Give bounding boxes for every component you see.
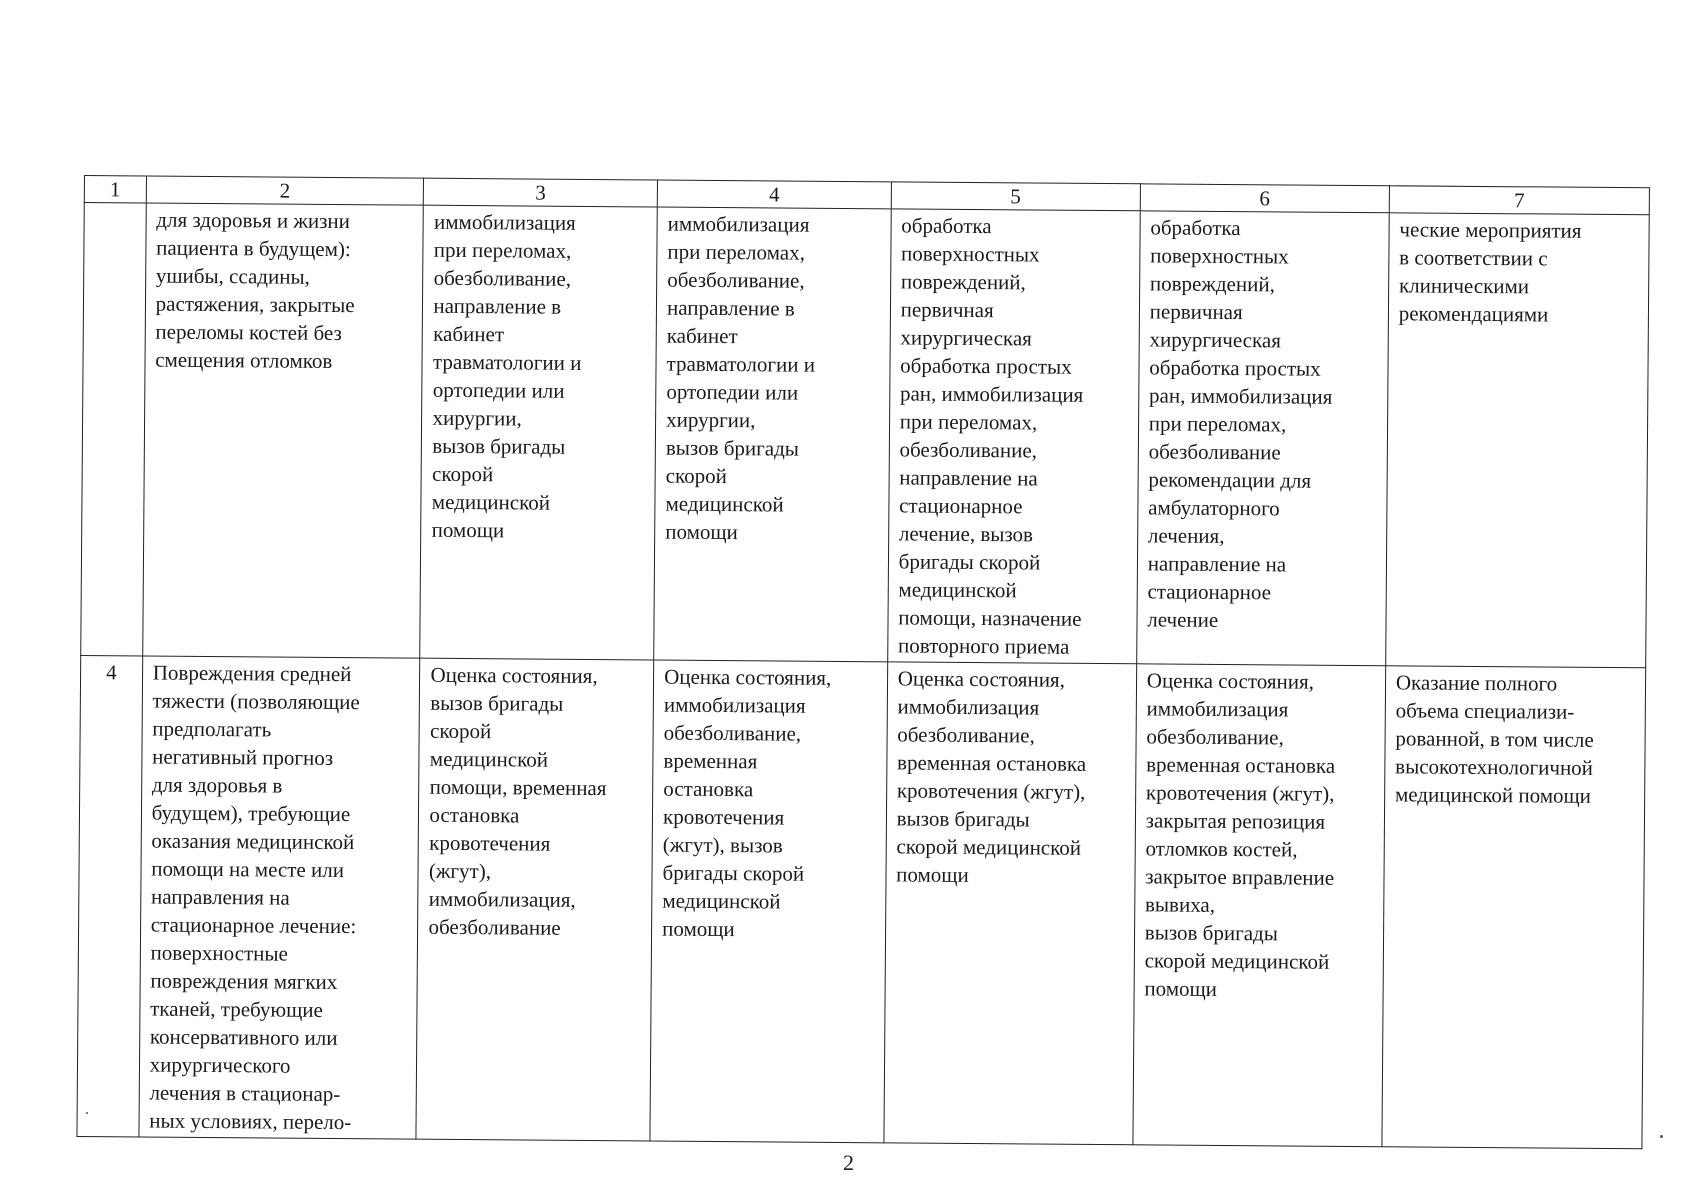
table-row xyxy=(81,203,1650,668)
page-number: 2 xyxy=(843,1150,854,1175)
column-number: 7 xyxy=(1389,186,1649,215)
column-number: 5 xyxy=(891,182,1140,211)
table-cell: иммобилизация при переломах, обезболивание, направление в кабинет травматологии и ортопедии или хирургии, вызов бригады скорой медицинской помощи xyxy=(420,205,657,660)
row-number-cell: 4 xyxy=(77,655,142,1136)
table-cell: Оценка состояния, иммобилизация обезболивание, временная остановка кровотечения (жгут), вызов бригады скорой медицинской помощи xyxy=(884,662,1137,1145)
table-cell: Оценка состояния, вызов бригады скорой медицинской помощи, временная остановка кровотечения (жгут), иммобилизация, обезболивание xyxy=(416,658,653,1141)
table-cell: обработка поверхностных повреждений, первичная хирургическая обработка простых ран, иммобилизация при переломах, обезболивание рекомендации для амбулаторного лечения, направление на стационарное лечение xyxy=(1136,211,1389,666)
table-cell: иммобилизация при переломах, обезболивание, направление в кабинет травматологии и ортопедии или хирургии, вызов бригады скорой медицинской помощи xyxy=(654,207,891,662)
column-number: 3 xyxy=(424,178,658,207)
column-number: 1 xyxy=(84,176,146,203)
table-cell: обработка поверхностных повреждений, первичная хирургическая обработка простых ран, иммобилизация при переломах, обезболивание, направление на стационарное лечение, вызов бригады скорой медицинской помощи, назначение повторного приема xyxy=(887,209,1140,664)
row-number-cell xyxy=(81,203,146,656)
column-number: 6 xyxy=(1140,184,1389,213)
table-cell: Оказание полного объема специализи- рованной, в том числе высокотехнологичной медицинской помощи xyxy=(1382,666,1646,1149)
table-cell: Оценка состояния, иммобилизация обезболивание, временная остановка кровотечения (жгут), вызов бригады скорой медицинской помощи xyxy=(650,660,887,1143)
injury-description-cell: для здоровья и жизни пациента в будущем): ушибы, ссадины, растяжения, закрытые переломы костей без смещения отломков xyxy=(142,203,423,658)
scan-speck xyxy=(86,1112,88,1114)
medical-care-table xyxy=(76,175,1650,1149)
scan-speck xyxy=(1660,1135,1663,1138)
column-number: 4 xyxy=(657,180,891,209)
table-row xyxy=(77,655,1646,1148)
table-cell: Оценка состояния, иммобилизация обезболивание, временная остановка кровотечения (жгут), закрытая репозиция отломков костей, закрытое вправление вывиха, вызов бригады скорой медицинской помощи xyxy=(1133,664,1386,1147)
injury-description-cell: Повреждения средней тяжести (позволяющие предполагать негативный прогноз для здоровья в будущем), требующие оказания медицинской помощи на месте или направления на стационарное лечение: поверхностные повреждения мягких тканей, требующие консервативного или хирургического лечения в стационар- ных условиях, перело- xyxy=(139,656,420,1139)
table-cell: ческие мероприятия в соответствии с клиническими рекомендациями xyxy=(1386,213,1650,668)
column-number: 2 xyxy=(146,176,424,205)
